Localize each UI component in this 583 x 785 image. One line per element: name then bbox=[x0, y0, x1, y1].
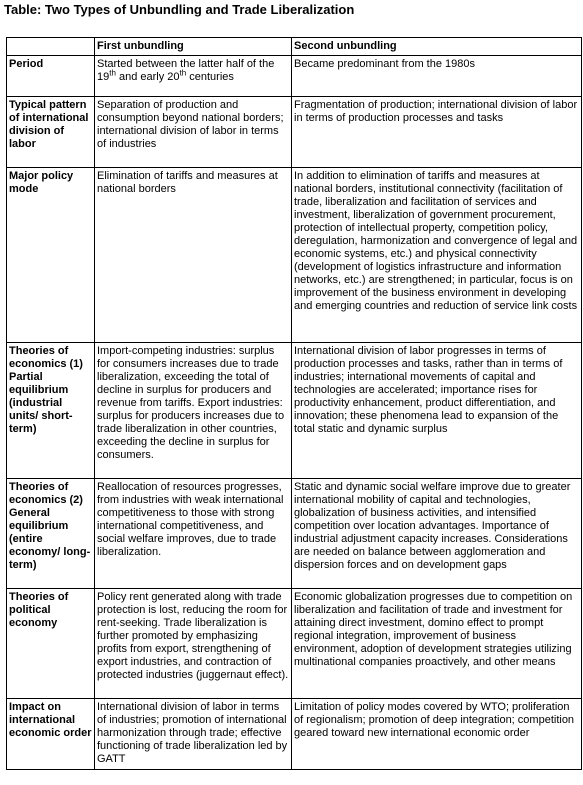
row-label: Theories of economics (1) Partial equilibrium (industrial units/ short-term) bbox=[7, 343, 95, 479]
cell-second: In addition to elimination of tariffs and measures at national borders, institutional connectivity (facilitation of trade, liberalization and facilitation of services and investment, liberalization of government procurement, protection of intellectual property, competition policy, deregulation, harmonization and convergence of legal and economic systems, etc.) and physical connectivity (development of logistics infrastructure and information networks, etc.) are strengthened; in particular, focus is on improvement of the business environment in developing and emerging countries and reduction of service link costs bbox=[292, 168, 582, 343]
table-row bbox=[7, 343, 582, 479]
cell-second: International division of labor progresses in terms of production processes and tasks, rather than in terms of industries; international movements of capital and technologies are accelerated; importance rises for productivity enhancement, product differentiation, and innovation; these phenomena lead to expansion of the total static and dynamic surplus bbox=[292, 343, 582, 479]
table-row bbox=[7, 56, 582, 97]
cell-second: Fragmentation of production; international division of labor in terms of production processes and tasks bbox=[292, 97, 582, 168]
header-row bbox=[7, 38, 582, 56]
cell-first: Separation of production and consumption beyond national borders; international division of labor in terms of industries bbox=[95, 97, 292, 168]
comparison-table bbox=[6, 37, 582, 770]
row-label: Major policy mode bbox=[7, 168, 95, 343]
table-row bbox=[7, 699, 582, 770]
cell-first: Reallocation of resources progresses, from industries with weak international competitiveness to those with strong international competitiveness, and social welfare improves, due to trade liberalization. bbox=[95, 479, 292, 589]
row-label: Impact on international economic order bbox=[7, 699, 95, 770]
cell-first: Import-competing industries: surplus for consumers increases due to trade liberalization, exceeding the total of decline in surplus for producers and revenue from tariffs. Export industries: surplus for producers increases due to trade liberalization in other countries, exceeding the decline in surplus for consumers. bbox=[95, 343, 292, 479]
header-first-unbundling: First unbundling bbox=[95, 38, 292, 56]
row-label: Period bbox=[7, 56, 95, 97]
cell-second: Limitation of policy modes covered by WTO; proliferation of regionalism; promotion of deep integration; competition geared toward new international economic order bbox=[292, 699, 582, 770]
cell-first: Elimination of tariffs and measures at national borders bbox=[95, 168, 292, 343]
table-row bbox=[7, 97, 582, 168]
header-empty bbox=[7, 38, 95, 56]
cell-second: Became predominant from the 1980s bbox=[292, 56, 582, 97]
cell-first: Policy rent generated along with trade protection is lost, reducing the room for rent-seeking. Trade liberalization is further promoted by emphasizing profits from export, strengthening of export industries, and contraction of protected industries (juggernaut effect). bbox=[95, 589, 292, 699]
cell-second: Static and dynamic social welfare improve due to greater international mobility of capital and technologies, globalization of business activities, and intensified competition over location advantages. Importance of industrial adjustment capacity increases. Considerations are needed on balance between agglomeration and dispersion forces and on development gaps bbox=[292, 479, 582, 589]
row-label: Theories of political economy bbox=[7, 589, 95, 699]
row-label: Typical pattern of international division of labor bbox=[7, 97, 95, 168]
table-title: Table: Two Types of Unbundling and Trade Liberalization bbox=[4, 2, 355, 17]
table-row bbox=[7, 479, 582, 589]
row-label: Theories of economics (2) General equilibrium (entire economy/ long-term) bbox=[7, 479, 95, 589]
table-row bbox=[7, 589, 582, 699]
cell-second: Economic globalization progresses due to competition on liberalization and facilitation of trade and investment for attaining direct investment, domino effect to prompt regional integration, improvement of business environment, adoption of development strategies utilizing multinational companies proactively, and other means bbox=[292, 589, 582, 699]
table-row bbox=[7, 168, 582, 343]
header-second-unbundling: Second unbundling bbox=[292, 38, 582, 56]
cell-first: Started between the latter half of the 19th and early 20th centuries bbox=[95, 56, 292, 97]
cell-first: International division of labor in terms of industries; promotion of international harmonization through trade; effective functioning of trade liberalization led by GATT bbox=[95, 699, 292, 770]
